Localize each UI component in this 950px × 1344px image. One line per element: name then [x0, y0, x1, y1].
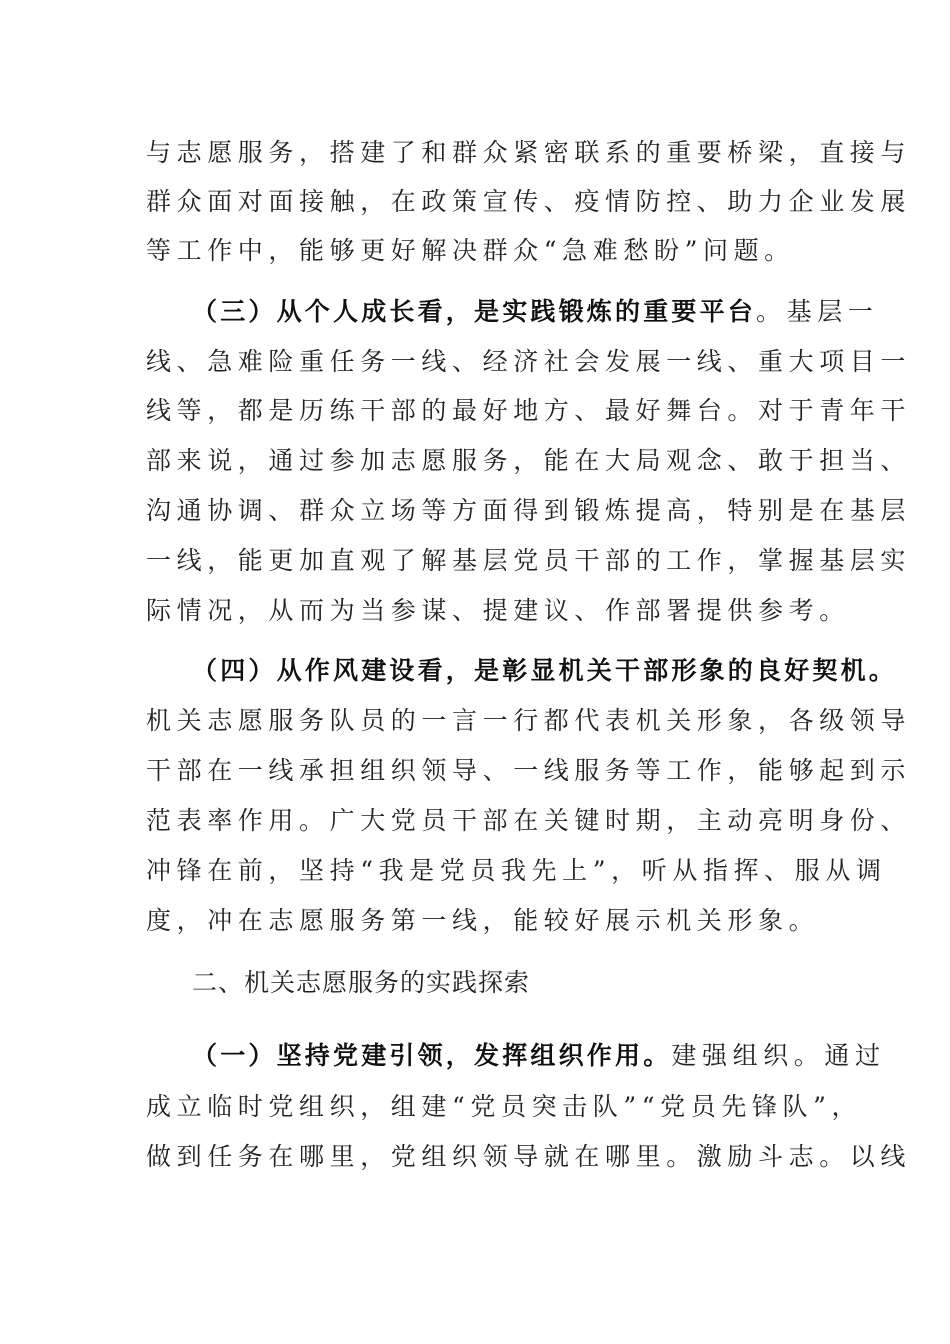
body-text-line: 线、急难险重任务一线、经济社会发展一线、重大项目一 [146, 347, 912, 376]
subheading-line [192, 655, 897, 687]
body-text-line: 际情况，从而为当参谋、提建议、作部署提供参考。 [146, 596, 850, 625]
body-text-line: 做到任务在哪里，党组织领导就在哪里。激励斗志。以线 [146, 1142, 912, 1171]
body-text-line: 成立临时党组织，组建“党员突击队”“党员先锋队”， [146, 1092, 863, 1121]
body-text-line: 部来说，通过参加志愿服务，能在大局观念、敢于担当、 [146, 446, 912, 475]
subheading-line [192, 1040, 886, 1072]
body-text-line: 与志愿服务，搭建了和群众紧密联系的重要桥梁，直接与 [146, 138, 912, 167]
section-title: 二、机关志愿服务的实践探索 [192, 968, 531, 997]
body-text-line: 群众面对面接触，在政策宣传、疫情防控、助力企业发展 [146, 187, 912, 216]
body-text-line: 干部在一线承担组织领导、一线服务等工作，能够起到示 [146, 756, 912, 785]
subheading-line [192, 296, 878, 328]
subheading-party-building: （一）坚持党建引领，发挥组织作用。 [192, 1041, 672, 1070]
body-text-line: 沟通协调、群众立场等方面得到锻炼提高，特别是在基层 [146, 496, 912, 525]
subheading-work-style: （四）从作风建设看，是彰显机关干部形象的良好契机。 [192, 656, 898, 685]
body-text-fragment: 建强组织。通过 [671, 1041, 886, 1070]
body-text-line: 一线，能更加直观了解基层党员干部的工作，掌握基层实 [146, 546, 912, 575]
body-text-line: 等工作中，能够更好解决群众“急难愁盼”问题。 [146, 236, 795, 265]
body-text-line: 冲锋在前，坚持“我是党员我先上”，听从指挥、服从调 [146, 856, 887, 885]
subheading-personal-growth: （三）从个人成长看，是实践锻炼的重要平台 [192, 297, 757, 326]
body-text-fragment: 。基层一 [756, 297, 879, 326]
body-text-line: 范表率作用。广大党员干部在关键时期，主动亮明身份、 [146, 806, 912, 835]
body-text-line: 机关志愿服务队员的一言一行都代表机关形象，各级领导 [146, 706, 912, 735]
body-text-line: 线等，都是历练干部的最好地方、最好舞台。对于青年干 [146, 396, 912, 425]
body-text-line: 度，冲在志愿服务第一线，能较好展示机关形象。 [146, 906, 820, 935]
